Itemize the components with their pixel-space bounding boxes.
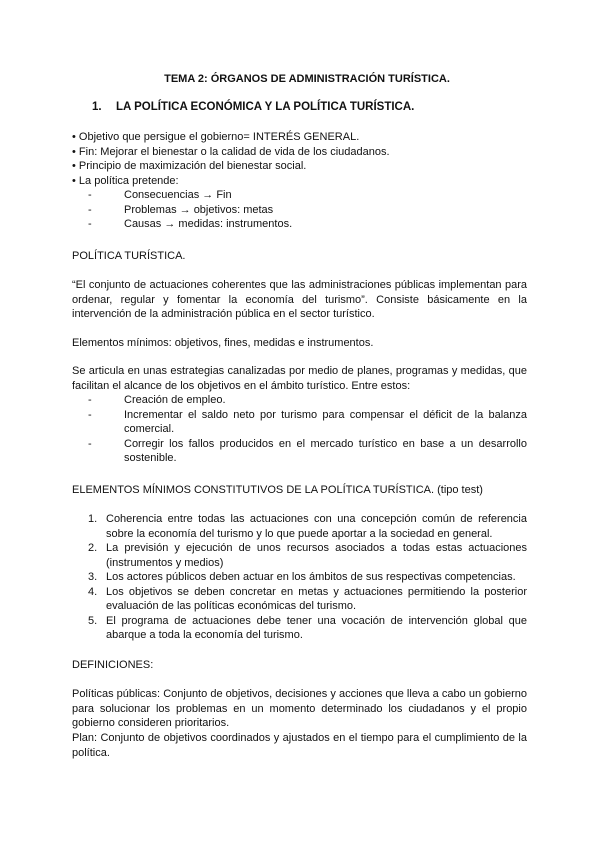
articula-section	[72, 364, 527, 466]
definition-paragraph: “El conjunto de actuaciones coherentes que las administraciones públicas implementan para ordenar, regular y fomentar la economía del turismo”. Consiste básicamente en la intervención de la administración pública en el sector turístico.	[72, 279, 527, 320]
list-item	[72, 512, 527, 541]
constitutivos-heading: ELEMENTOS MÍNIMOS CONSTITUTIVOS DE LA POLÍTICA TURÍSTICA. (tipo test)	[72, 484, 483, 496]
section-heading	[92, 100, 414, 115]
list-item	[72, 541, 527, 570]
section-title: LA POLÍTICA ECONÓMICA Y LA POLÍTICA TURÍSTICA.	[116, 101, 415, 113]
item-text: Coherencia entre todas las actuaciones con una concepción común de referencia sobre la economía del turismo y lo que puede aportar a la sociedad en general.	[106, 513, 527, 540]
objectives-bullets	[72, 130, 532, 232]
bullet-item: • La política pretende:	[72, 174, 179, 187]
list-item: - Corregir los fallos producidos en el mercado turístico en base a un desarrollo sostenible.	[88, 437, 527, 466]
constitutivos-section	[72, 512, 527, 643]
item-number: 5.	[88, 614, 98, 627]
list-item	[72, 570, 527, 585]
item-number: 4.	[88, 585, 98, 598]
constitutivos-list	[72, 512, 527, 643]
list-item: - Incrementar el saldo neto por turismo para compensar el déficit de la balanza comercial.	[88, 408, 527, 437]
item-number: 3.	[88, 571, 98, 583]
section-number: 1.	[92, 101, 102, 113]
item-text: Los actores públicos deben actuar en los ámbitos de sus respectivas competencias.	[106, 571, 516, 583]
list-item: - Creación de empleo.	[88, 393, 527, 408]
bullet-item: • Principio de maximización del bienestar social.	[72, 160, 307, 172]
plan-paragraph: Plan: Conjunto de objetivos coordinados y ajustados en el tiempo para el cumplimiento de la política.	[72, 732, 527, 759]
bullet-item: • Objetivo que persigue el gobierno= INTERÉS GENERAL.	[72, 131, 360, 143]
list-item: - Problemas → objetivos: metas	[88, 203, 532, 218]
pretende-list	[72, 188, 532, 232]
item-text: Los objetivos se deben concretar en metas y actuaciones permitiendo la posterior evaluación de las políticas económicas del turismo.	[106, 585, 527, 612]
list-item: - Causas → medidas: instrumentos.	[88, 217, 532, 232]
list-item	[72, 614, 527, 643]
item-number: 1.	[88, 513, 98, 525]
articula-paragraph: Se articula en unas estrategias canalizadas por medio de planes, programas y medidas, que facilitan el alcance de los objetivos en el ámbito turístico. Entre estos:	[72, 365, 527, 392]
bullet-item: • Fin: Mejorar el bienestar o la calidad de vida de los ciudadanos.	[72, 145, 390, 158]
politicas-publicas-paragraph: Políticas públicas: Conjunto de objetivos, decisiones y acciones que lleva a cabo un gobierno para solucionar los problemas en un momento determinado los ciudadanos y el propio gobierno consideren prioritarios.	[72, 688, 527, 729]
item-number: 2.	[88, 542, 98, 554]
articula-list	[72, 393, 527, 466]
item-text: La previsión y ejecución de unos recursos asociados a todas estas actuaciones (instrumentos y medios)	[106, 542, 527, 569]
definiciones-heading: DEFINICIONES:	[72, 659, 154, 671]
item-text: El programa de actuaciones debe tener una vocación de intervención global que abarque a toda la economía del turismo.	[106, 614, 527, 641]
list-item	[72, 585, 527, 614]
document-title: TEMA 2: ÓRGANOS DE ADMINISTRACIÓN TURÍSTICA.	[164, 73, 450, 85]
elementos-minimos-paragraph: Elementos mínimos: objetivos, fines, medidas e instrumentos.	[72, 337, 374, 349]
list-item: - Consecuencias → Fin	[88, 188, 532, 203]
politica-turistica-heading: POLÍTICA TURÍSTICA.	[72, 250, 186, 262]
